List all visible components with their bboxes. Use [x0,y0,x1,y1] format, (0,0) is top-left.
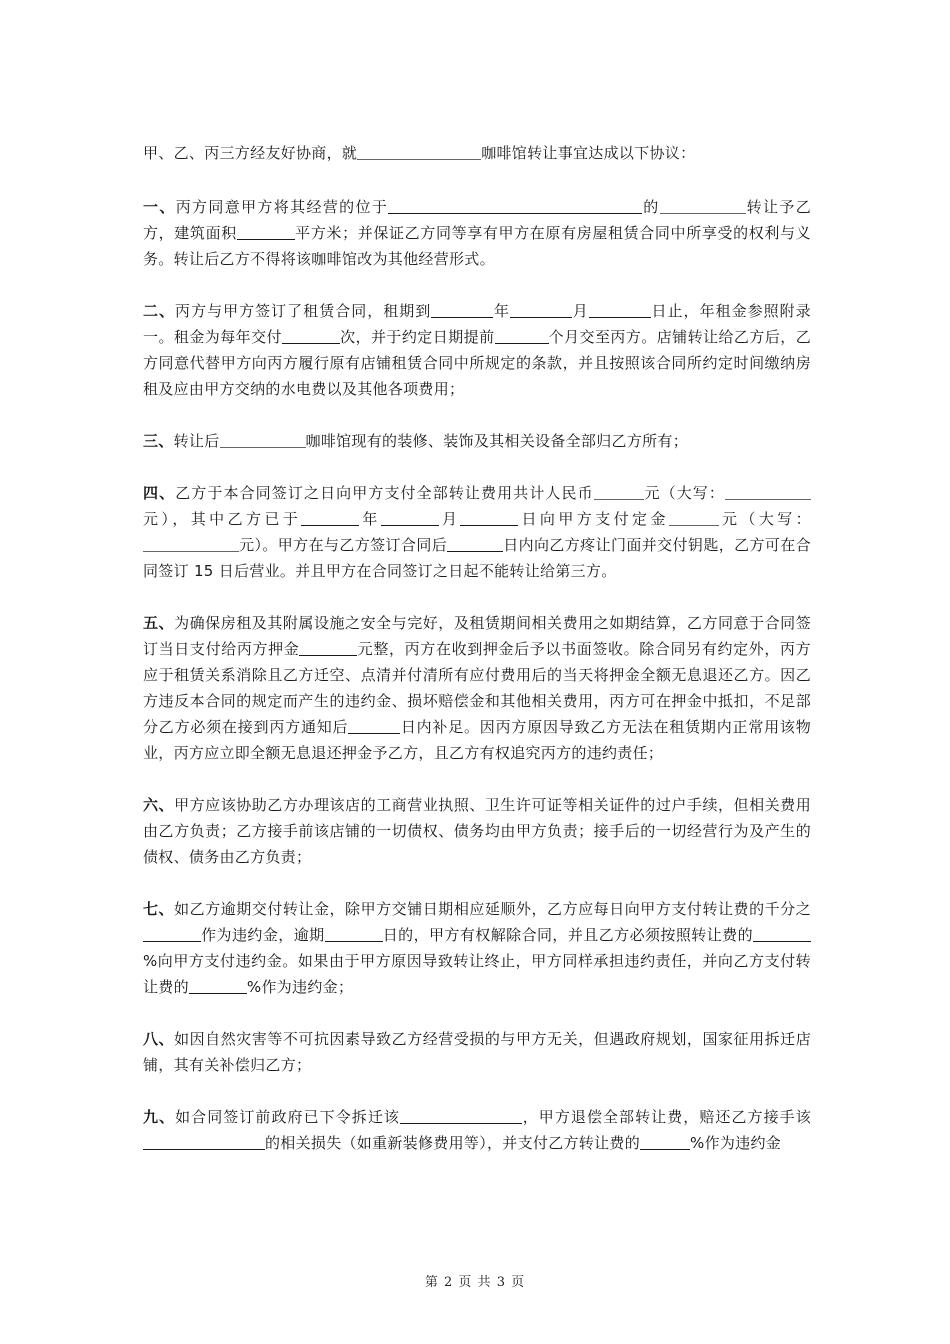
clause-text: 次，并于约定日期提前 [339,328,495,346]
clause-text: 转让予乙方，建筑面积 [143,198,812,242]
clause-9 [143,1104,811,1156]
blank-line [282,327,340,344]
blank-line [143,535,239,552]
blank-line [510,301,572,318]
blank-line [143,1133,265,1150]
page-footer: 第 2 页 共 3 页 [424,1275,526,1290]
clause-text: 如乙方逾期交付转让金，除甲方交铺日期相应延顺外，乙方应每日向甲方支付转让费的千分之 [174,900,811,918]
blank-line [495,327,549,344]
blank-line [325,925,383,942]
clause-1 [143,194,811,272]
clause-text: 日向甲方支付定金 [518,510,669,528]
clause-text: 元）。甲方在与乙方签订合同后 [239,536,448,554]
blank-line [299,639,357,656]
blank-line [237,223,295,240]
clause-text: 咖啡馆现有的装修、装饰及其相关设备全部归乙方所有； [305,432,689,450]
clause-text: 乙方于本合同签订之日向甲方支付全部转让费用共计人民币 [175,484,594,502]
clause-text: %作为违约金 [690,1134,782,1152]
blank-line [301,509,359,526]
clause-text: ，甲方退偿全部转让费，赔还乙方接手该 [521,1108,812,1126]
clause-text: 年 [493,302,511,320]
blank-line [220,431,306,448]
clause-text: 的相关损失（如重新装修费用等），并支付乙方转让费的 [265,1134,641,1152]
clause-7 [143,896,811,1000]
clause-8 [143,1026,811,1078]
blank-line [388,197,642,214]
clause-number: 一、 [143,198,176,216]
clause-text: 如因自然灾害等不可抗因素导致乙方经营受损的与甲方无关，但遇政府规划，国家征用拆迁店铺，其有关补偿归乙方； [143,1030,811,1074]
clause-text: 为确保房租及其附属设施之安全与完好，及租赁期间相关费用之如期结算，乙方同意于合同签订当日支付给丙方押金 [143,614,811,658]
blank-line [460,509,518,526]
clause-5 [143,610,811,766]
blank-line [640,1133,690,1150]
blank-line [189,977,247,994]
blank-line [381,509,439,526]
clause-text: 元（大写： [643,484,725,502]
intro-text: 咖啡馆转让事宜达成以下协议： [481,144,696,162]
blank-line [400,1107,522,1124]
blank-line [669,509,719,526]
clause-4 [143,480,811,584]
clause-text: 作为违约金，逾期 [201,926,325,944]
clause-6 [143,792,811,870]
clause-text: 丙方同意甲方将其经营的位于 [175,198,389,216]
clause-number: 八、 [143,1030,175,1048]
blank-line [589,301,651,318]
blank-line [447,535,503,552]
clause-number: 四、 [143,484,176,502]
clause-text: %向甲方支付违约金。如果由于甲方原因导致转让终止，甲方同样承担违约责任，并向乙方支付转让费的 [143,952,811,996]
clause-text: 的 [642,198,660,216]
clause-number: 六、 [143,796,175,814]
contract-page [143,140,811,1182]
clause-number: 三、 [143,432,174,450]
clause-2 [143,298,811,402]
blank-line [348,717,400,734]
blank-line [660,197,746,214]
clause-number: 九、 [143,1108,176,1126]
clause-number: 二、 [143,302,176,320]
clause-text: 元），其中乙方已于 [143,510,302,528]
blank-line [357,143,481,160]
clause-text: 元（大写： [718,510,811,528]
clause-text: 日的，甲方有权解除合同，并且乙方必须按照转让费的 [382,926,754,944]
clause-text: 转让后 [173,432,220,450]
clause-number: 五、 [143,614,175,632]
intro-text: 甲、乙、丙三方经友好协商，就 [143,144,358,162]
clause-text: 年 [359,510,381,528]
blank-line [725,483,811,500]
clause-number: 七、 [143,900,175,918]
clause-text: 如合同签订前政府已下令拆迁该 [175,1108,400,1126]
clause-text: 日内向乙方疼让门面并交付钥匙，乙方可在合同签订 15 日后营业。并且甲方在合同签订之日起不能转让给第三方。 [143,536,811,580]
blank-line [753,925,811,942]
intro-paragraph [143,140,811,166]
blank-line [143,925,201,942]
clause-text: 丙方与甲方签订了租赁合同，租期到 [175,302,432,320]
clause-text: 甲方应该协助乙方办理该店的工商营业执照、卫生许可证等相关证件的过户手续，但相关费用由乙方负责；乙方接手前该店铺的一切债权、债务均由甲方负责；接手后的一切经营行为及产生的债权、债务由乙方负责； [143,796,811,866]
clause-3 [143,428,811,454]
clause-text: 元整，丙方在收到押金后予以书面签收。除合同另有约定外，丙方应于租赁关系消除且乙方迁空、点清并付清所有应付费用后的当天将押金全额无息退还乙方。因乙方违反本合同的规定而产生的违约金、损坏赔偿金和其他相关费用，丙方可在押金中抵扣，不足部分乙方必须在接到丙方通知后 [143,640,811,736]
blank-line [594,483,644,500]
clause-text: 日止，年租金参照附录一。租金为每年交付 [143,302,811,346]
clause-text: 平方米；并保证乙方同等享有甲方在原有房屋租赁合同中所享受的权利与义务。转让后乙方不得将该咖啡馆改为其他经营形式。 [143,224,811,268]
clause-text: 日内补足。因丙方原因导致乙方无法在租赁期内正常用该物业，丙方应立即全额无息退还押金予乙方，且乙方有权追究丙方的违约责任； [143,718,812,762]
clause-text: %作为违约金； [246,978,354,996]
blank-line [431,301,493,318]
clause-text: 个月交至丙方。店铺转让给乙方后，乙方同意代替甲方向丙方履行原有店铺租赁合同中所规定的条款，并且按照该合同所约定时间缴纳房租及应由甲方交纳的水电费以及其他各项费用； [143,328,811,398]
clause-text: 月 [572,302,589,320]
clause-text: 月 [438,510,461,528]
